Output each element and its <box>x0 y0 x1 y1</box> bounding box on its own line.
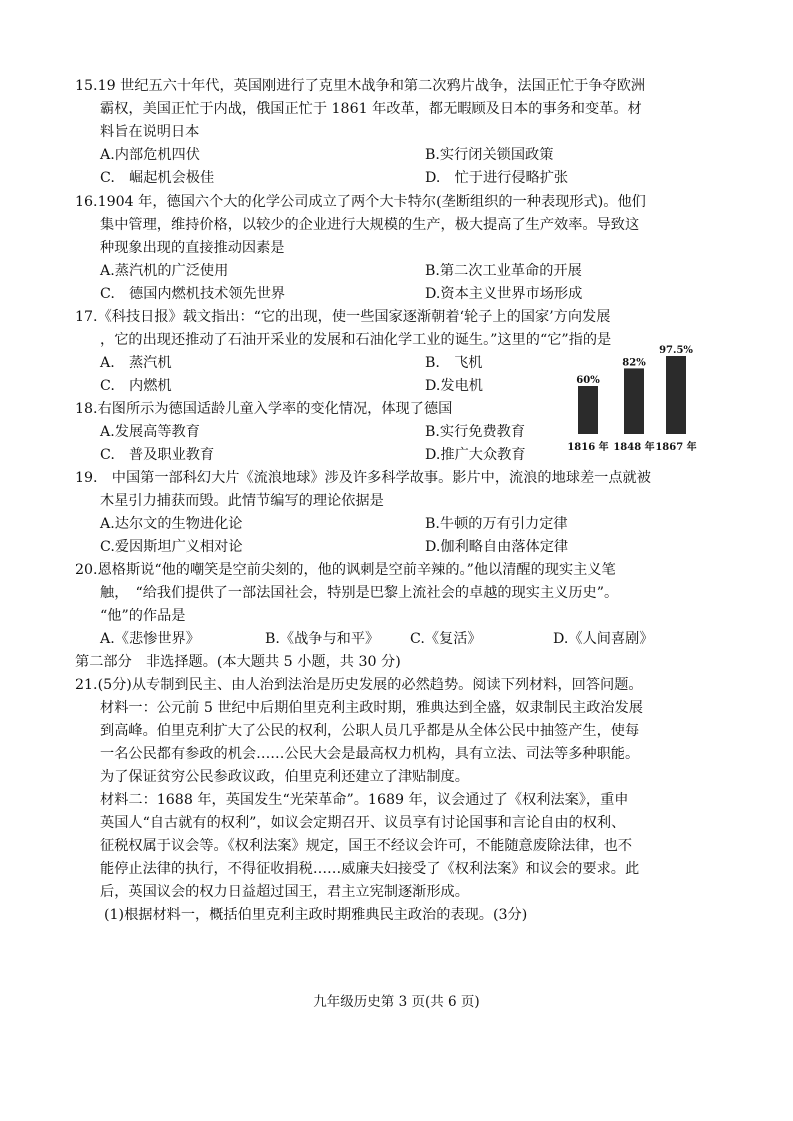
q15-option-a: A.内部危机四伏 <box>100 147 200 163</box>
chart-category-label-2: 1867 年 <box>655 442 697 453</box>
q20-option-a: A.《悲惨世界》 <box>100 631 200 647</box>
q19-line-2: 木星引力捕获而毁。此情节编写的理论依据是 <box>100 493 384 509</box>
chart-bar-1 <box>624 368 644 434</box>
q19-option-d: D.伽利略自由落体定律 <box>425 539 569 555</box>
chart-value-label-2: 97.5% <box>659 345 693 356</box>
q20-option-c: C.《复活》 <box>410 631 482 647</box>
q15-line-3: 料旨在说明日本 <box>100 124 200 140</box>
q17-option-b: B. 飞机 <box>425 355 483 371</box>
q18-option-c: C. 普及职业教育 <box>100 447 215 463</box>
q16-option-a: A.蒸汽机的广泛使用 <box>100 263 229 279</box>
q20-option-b: B.《战争与和平》 <box>265 631 380 647</box>
q20-line-3: “他”的作品是 <box>100 608 186 624</box>
chart-value-label-0: 60% <box>576 375 600 386</box>
q21-material1-line-2: 到高峰。伯里克利扩大了公民的权利，公职人员几乎都是从全体公民中抽签产生，使每 <box>100 723 640 739</box>
chart-value-label-1: 82% <box>622 357 646 369</box>
q16-option-b: B.第二次工业革命的开展 <box>425 263 582 279</box>
q16-line-3: 种现象出现的直接推动因素是 <box>100 240 285 256</box>
q18-option-a: A.发展高等教育 <box>100 424 200 440</box>
q18-line-1: 18.右图所示为德国适龄儿童入学率的变化情况，体现了德国 <box>75 401 453 417</box>
q19-option-a: A.达尔文的生物进化论 <box>100 516 243 532</box>
q17-option-d: D.发电机 <box>425 378 483 394</box>
q19-option-c: C.爱因斯坦广义相对论 <box>100 539 243 555</box>
q21-material2-line-3: 征税权属于议会等。《权利法案》规定，国王不经议会许可，不能随意废除法律，也不 <box>100 838 633 854</box>
q21-material2-line-2: 英国人“自古就有的权利”，如议会定期召开、议员享有讨论国事和言论自由的权利、 <box>100 815 626 831</box>
q21-material2-line-5: 后，英国议会的权力日益超过国王，君主立宪制逐渐形成。 <box>100 884 469 900</box>
q18-option-b: B.实行免费教育 <box>425 424 526 440</box>
q17-option-a: A. 蒸汽机 <box>100 355 172 371</box>
q15-line-1: 15.19 世纪五六十年代，英国刚进行了克里木战争和第二次鸦片战争，法国正忙于争夺欧洲 <box>75 78 646 94</box>
q16-option-c: C. 德国内燃机技术领先世界 <box>100 286 286 302</box>
q21-subquestion-1: (1)根据材料一，概括伯里克利主政时期雅典民主政治的表现。(3分) <box>104 907 528 923</box>
page-footer: 九年级历史第 3 页(共 6 页) <box>313 994 480 1010</box>
enrollment-rate-chart <box>560 342 700 454</box>
q21-line-1: 21.(5分)从专制到民主、由人治到法治是历史发展的必然趋势。阅读下列材料，回答问题。 <box>75 677 643 693</box>
q15-option-b: B.实行闭关锁国政策 <box>425 147 554 163</box>
q21-material2-line-1: 材料二：1688 年，英国发生“光荣革命”。1689 年，议会通过了《权利法案》，重申 <box>100 792 629 808</box>
q17-option-c: C. 内燃机 <box>100 378 172 394</box>
q21-material1-line-4: 为了保证贫穷公民参政议政，伯里克利还建立了津贴制度。 <box>100 769 469 785</box>
q18-option-d: D.推广大众教育 <box>425 447 526 463</box>
chart-bar-0 <box>578 386 598 434</box>
q20-option-d: D.《人间喜剧》 <box>553 631 654 647</box>
q16-option-d: D.资本主义世界市场形成 <box>425 286 583 302</box>
q17-line-1: 17.《科技日报》载文指出：“它的出现，使一些国家逐渐朝着‘轮子上的国家’方向发展 <box>75 309 611 325</box>
q20-line-2: 触， “给我们提供了一部法国社会，特别是巴黎上流社会的卓越的现实主义历史”。 <box>100 585 619 601</box>
q17-line-2: ，它的出现还推动了石油开采业的发展和石油化学工业的诞生。”这里的“它”指的是 <box>100 332 612 348</box>
q15-option-d: D. 忙于进行侵略扩张 <box>425 170 569 186</box>
q20-line-1: 20.恩格斯说“他的嘲笑是空前尖刻的，他的讽刺是空前辛辣的。”他以清醒的现实主义笔 <box>75 562 616 578</box>
q16-line-2: 集中管理，维持价格，以较少的企业进行大规模的生产，极大提高了生产效率。导致这 <box>100 217 640 233</box>
q15-line-2: 霸权，美国正忙于内战，俄国正忙于 1861 年改革，都无暇顾及日本的事务和变革。材 <box>100 101 642 117</box>
chart-category-label-0: 1816 年 <box>567 442 609 453</box>
q16-line-1: 16.1904 年，德国六个大的化学公司成立了两个大卡特尔(垄断组织的一种表现形式)。他们 <box>75 194 646 210</box>
q19-option-b: B.牛顿的万有引力定律 <box>425 516 568 532</box>
q19-line-1: 19. 中国第一部科幻大片《流浪地球》涉及许多科学故事。影片中，流浪的地球差一点就被 <box>75 470 651 486</box>
chart-category-label-1: 1848 年 <box>613 442 655 453</box>
chart-bar-2 <box>666 356 686 434</box>
q21-material1-line-1: 材料一：公元前 5 世纪中后期伯里克利主政时期，雅典达到全盛，奴隶制民主政治发展 <box>100 700 643 716</box>
q15-option-c: C. 崛起机会极佳 <box>100 170 215 186</box>
q21-material1-line-3: 一名公民都有参政的机会……公民大会是最高权力机构，具有立法、司法等多种职能。 <box>100 746 640 762</box>
q21-material2-line-4: 能停止法律的执行，不得征收捐税……威廉夫妇接受了《权利法案》和议会的要求。此 <box>100 861 640 877</box>
part-two-heading: 第二部分 非选择题。(本大题共 5 小题，共 30 分) <box>75 654 401 670</box>
